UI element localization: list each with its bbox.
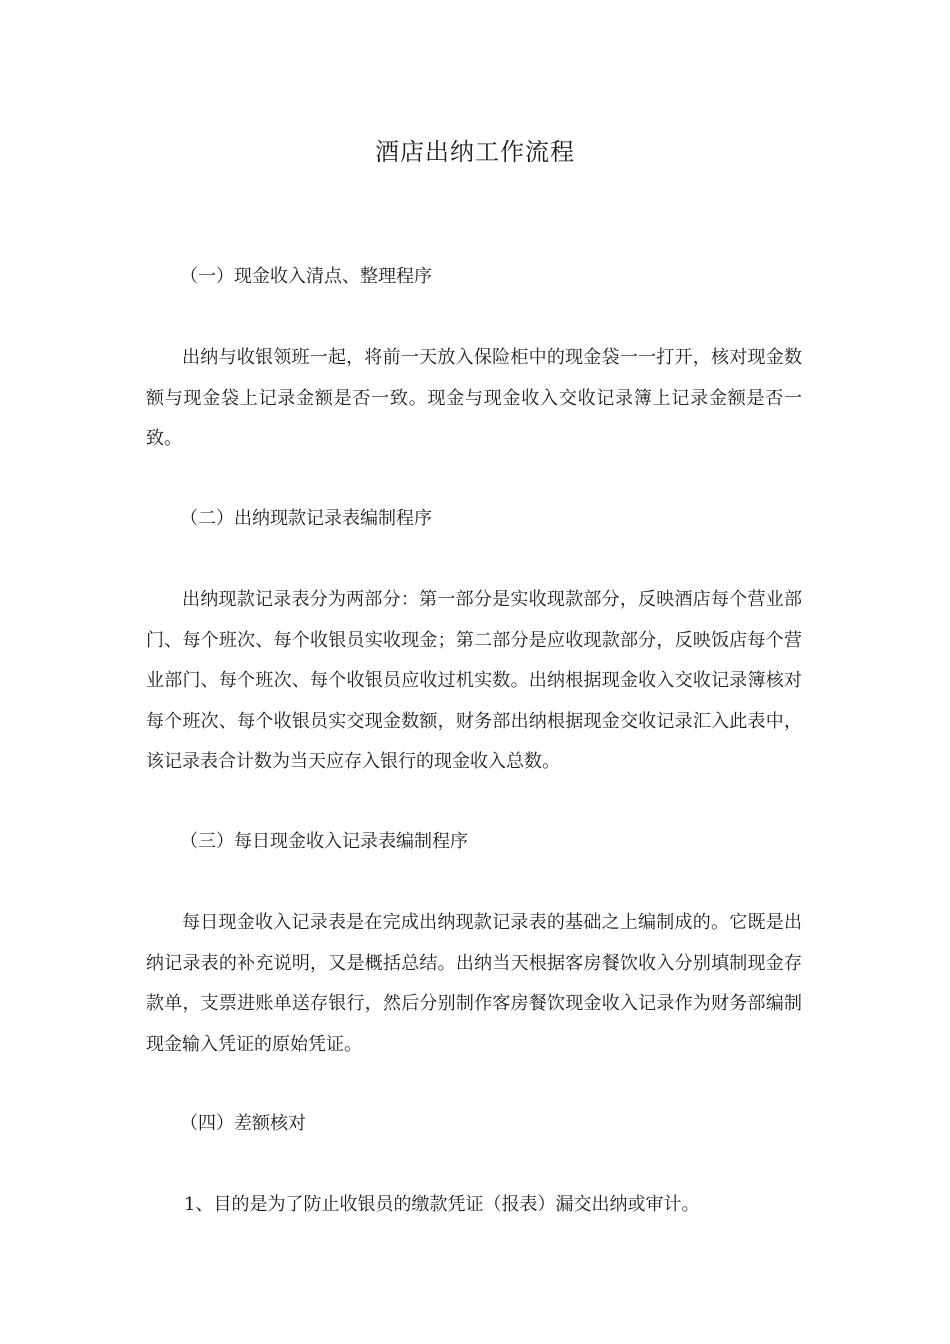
section-heading-4: （四）差额核对 xyxy=(180,1113,306,1134)
section-paragraph-2: 出纳现款记录表分为两部分：第一部分是实收现款部分，反映酒店每个营业部门、每个班次、每个收银员实收现金；第二部分是应收现款部分，反映饭店每个营业部门、每个班次、每个收银员应收过机实数。出纳根据现金收入交收记录簿核对每个班次、每个收银员实交现金数额，财务部出纳根据现金交收记录汇入此表中，该记录表合计数为当天应存入银行的现金收入总数。 xyxy=(146,589,802,772)
section-heading-1: （一）现金收入清点、整理程序 xyxy=(180,266,432,287)
document-title: 酒店出纳工作流程 xyxy=(375,138,575,166)
section-paragraph-1: 出纳与收银领班一起，将前一天放入保险柜中的现金袋一一打开，核对现金数额与现金袋上记录金额是否一致。现金与现金收入交收记录簿上记录金额是否一致。 xyxy=(146,347,802,449)
section-heading-3: （三）每日现金收入记录表编制程序 xyxy=(180,831,468,852)
section-paragraph-3: 每日现金收入记录表是在完成出纳现款记录表的基础之上编制成的。它既是出纳记录表的补充说明，又是概括总结。出纳当天根据客房餐饮收入分别填制现金存款单，支票进账单送存银行，然后分别制作客房餐饮现金收入记录作为财务部编制现金输入凭证的原始凭证。 xyxy=(146,912,802,1055)
list-item: 1、目的是为了防止收银员的缴款凭证（报表）漏交出纳或审计。 xyxy=(184,1194,700,1215)
section-heading-2: （二）出纳现款记录表编制程序 xyxy=(180,508,432,529)
